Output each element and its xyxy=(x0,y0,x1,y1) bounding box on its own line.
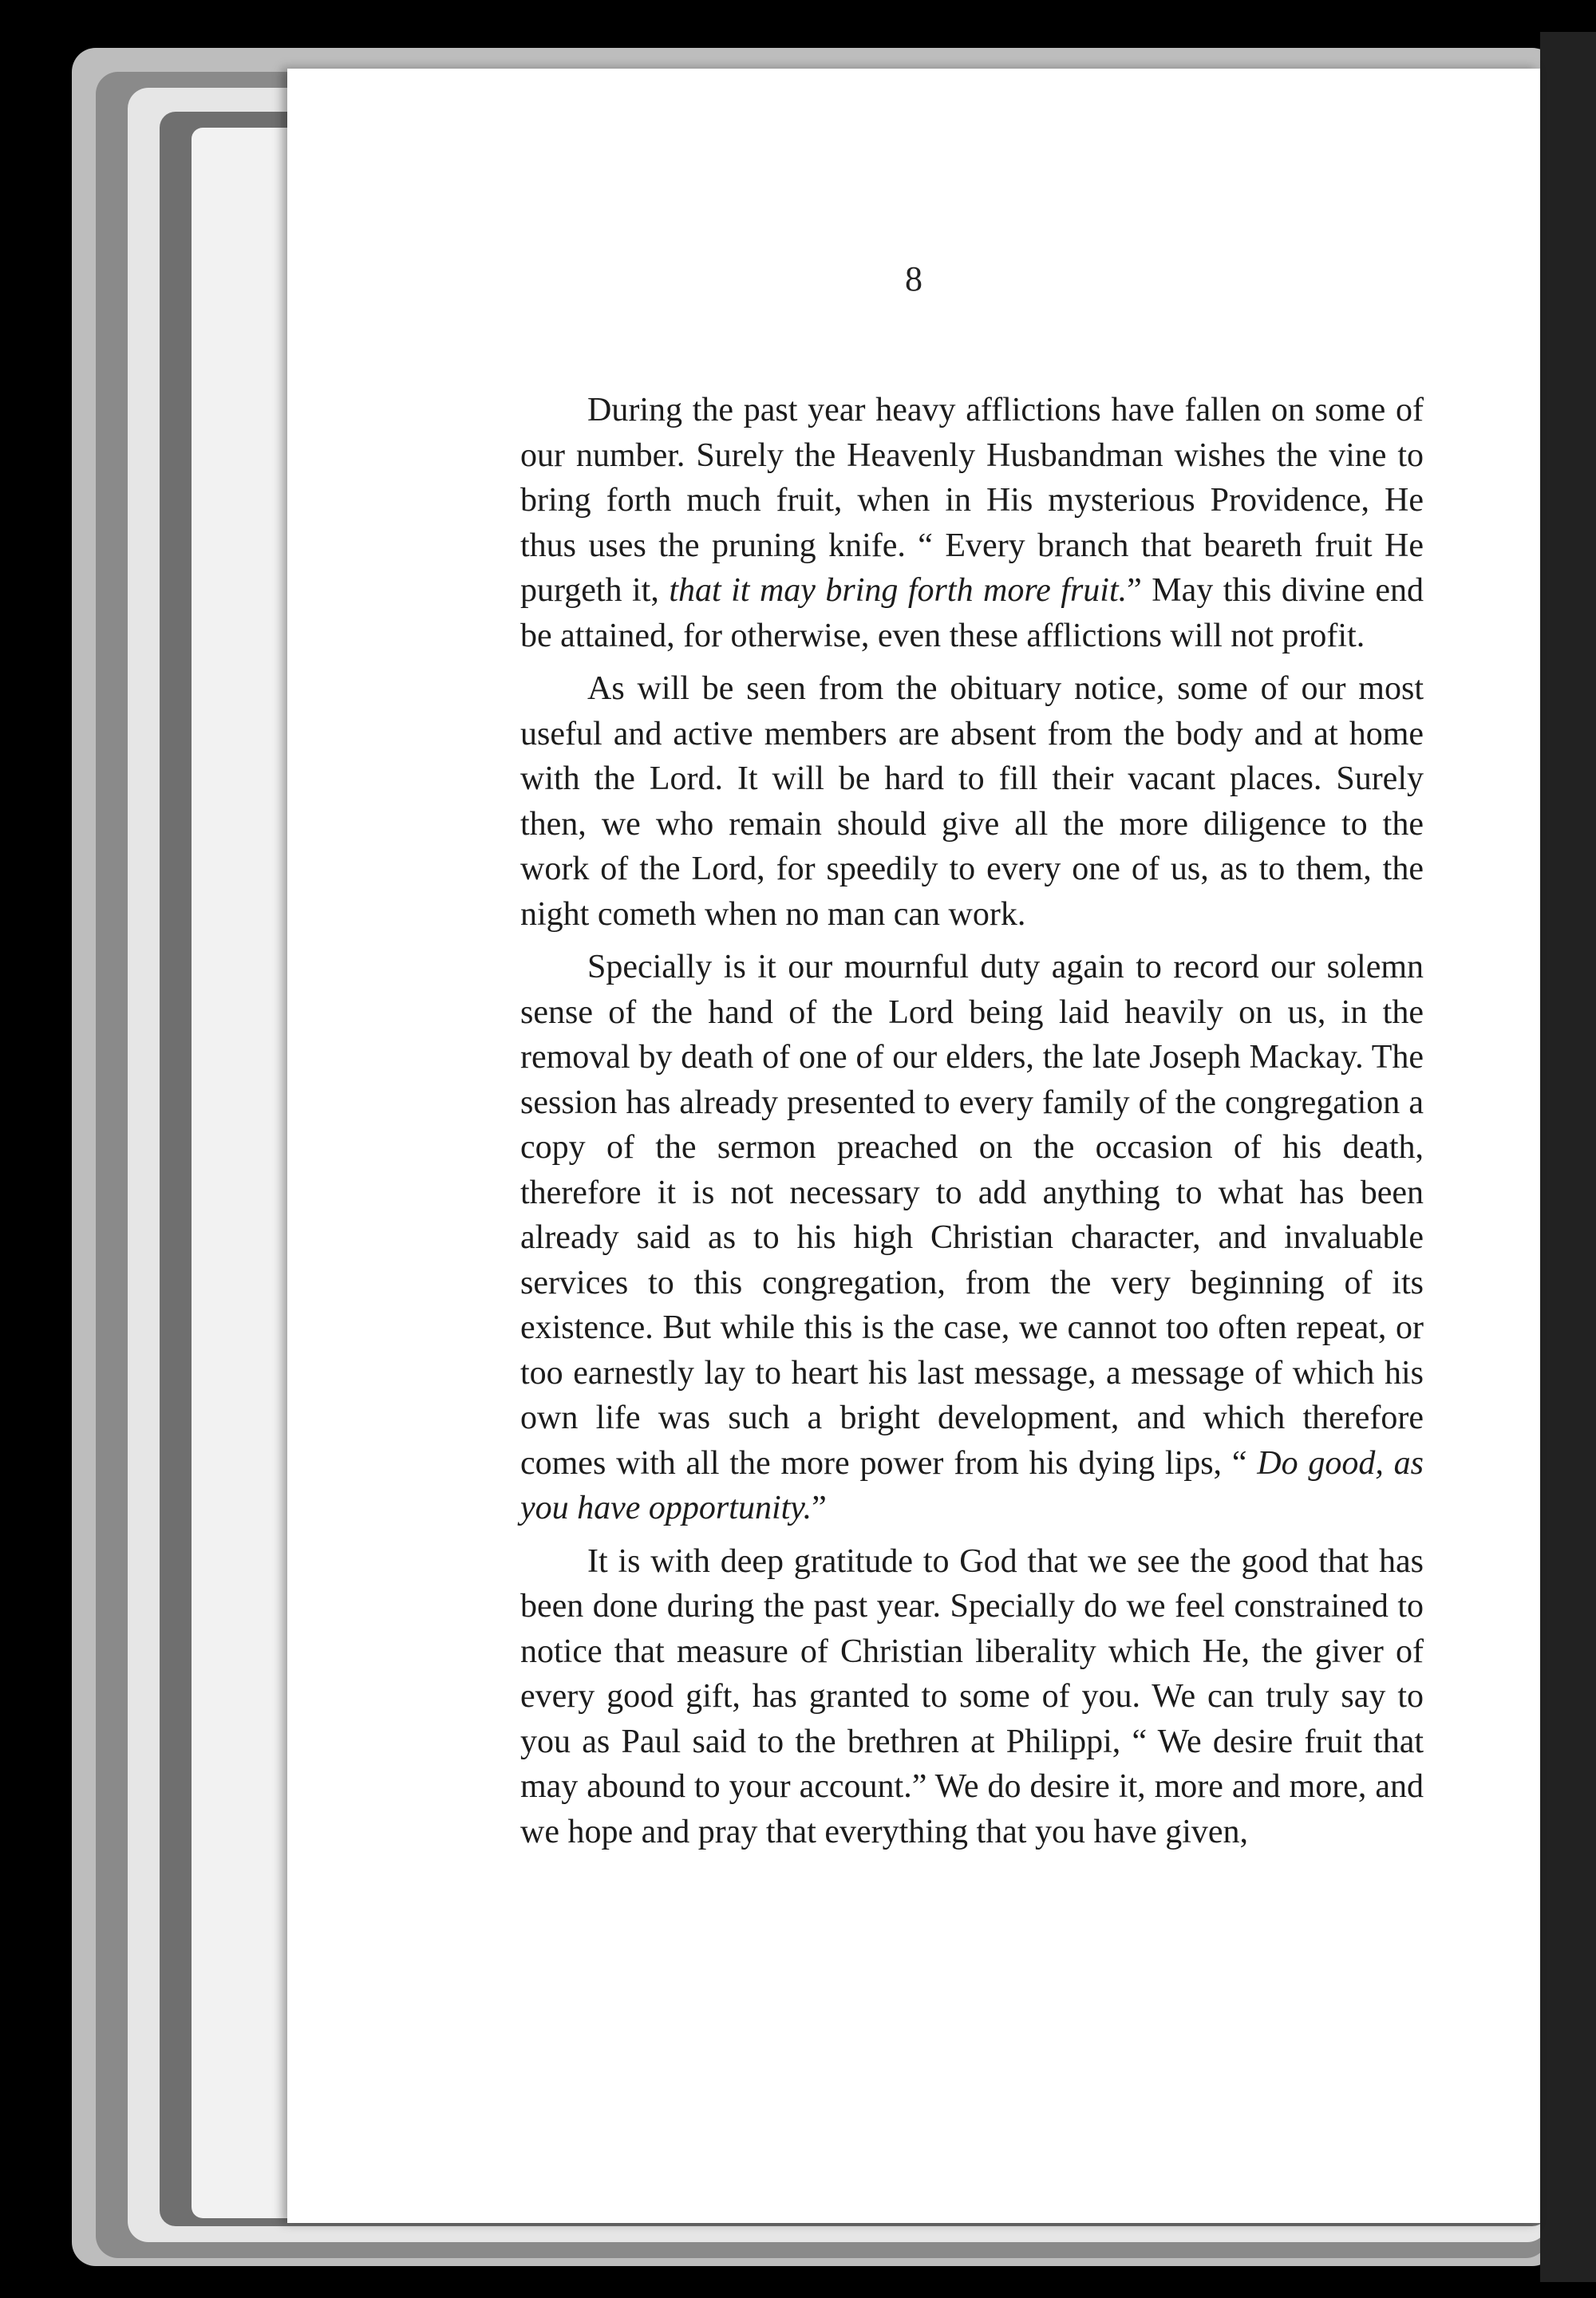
paragraph-text: ” May this divine end be attained, for otherwise, even these afflictions will not profit. xyxy=(520,572,1424,654)
page-number: 8 xyxy=(905,259,922,298)
paragraph-text: During the past year heavy afflictions have fallen on some of our number. Surely the Heavenly Husbandman wishes the vine to bring forth much fruit, when in His mysterious Providence, He thus uses the pruning knife. “ Every branch that beareth fruit He purgeth it, xyxy=(520,392,1424,609)
paragraph-text: It is with deep gratitude to God that we see the good that has been done during the past year. Specially do we feel constrained to notice that measure of Christian liberality which He, the giver of every good gift, has granted to some of you. We can truly say to you as Paul said to the brethren at Philippi, “ We desire fruit that may abound to your account.” We do desire it, more and more, and we hope and pray that everything that you have given, xyxy=(520,1542,1424,1850)
italic-quote: Do good, as you have opportunity. xyxy=(520,1444,1424,1526)
body-text xyxy=(520,388,1424,1862)
book-spine-shadow xyxy=(1540,32,1596,2282)
paragraph xyxy=(520,945,1424,1531)
paragraph-text: As will be seen from the obituary notice, some of our most useful and active members are absent from the body and at home with the Lord. It will be hard to fill their vacant places. Surely then, we who remain should give all the more diligence to the work of the Lord, for speedily to every one of us, as to them, the night cometh when no man can work. xyxy=(520,670,1424,933)
paragraph xyxy=(520,388,1424,658)
paragraph-text: ” xyxy=(812,1490,827,1526)
paragraph xyxy=(520,666,1424,937)
paragraph xyxy=(520,1539,1424,1855)
page-sheet xyxy=(287,69,1540,2223)
italic-quote: that it may bring forth more fruit. xyxy=(669,572,1128,609)
paragraph-text: Specially is it our mournful duty again to record our solemn sense of the hand of the Lord being laid heavily on us, in the removal by death of one of our elders, the late Joseph Mackay. The session has already presented to every family of the congregation a copy of the sermon preached on the occasion of his death, therefore it is not necessary to add anything to what has been already said as to his high Christian character, and invaluable services to this congregation, from the very beginning of its existence. But while this is the case, we cannot too often repeat, or too earnestly lay to heart his last message, a message of which his own life was such a bright development, and which therefore comes with all the more power from his dying lips, “ xyxy=(520,949,1424,1482)
